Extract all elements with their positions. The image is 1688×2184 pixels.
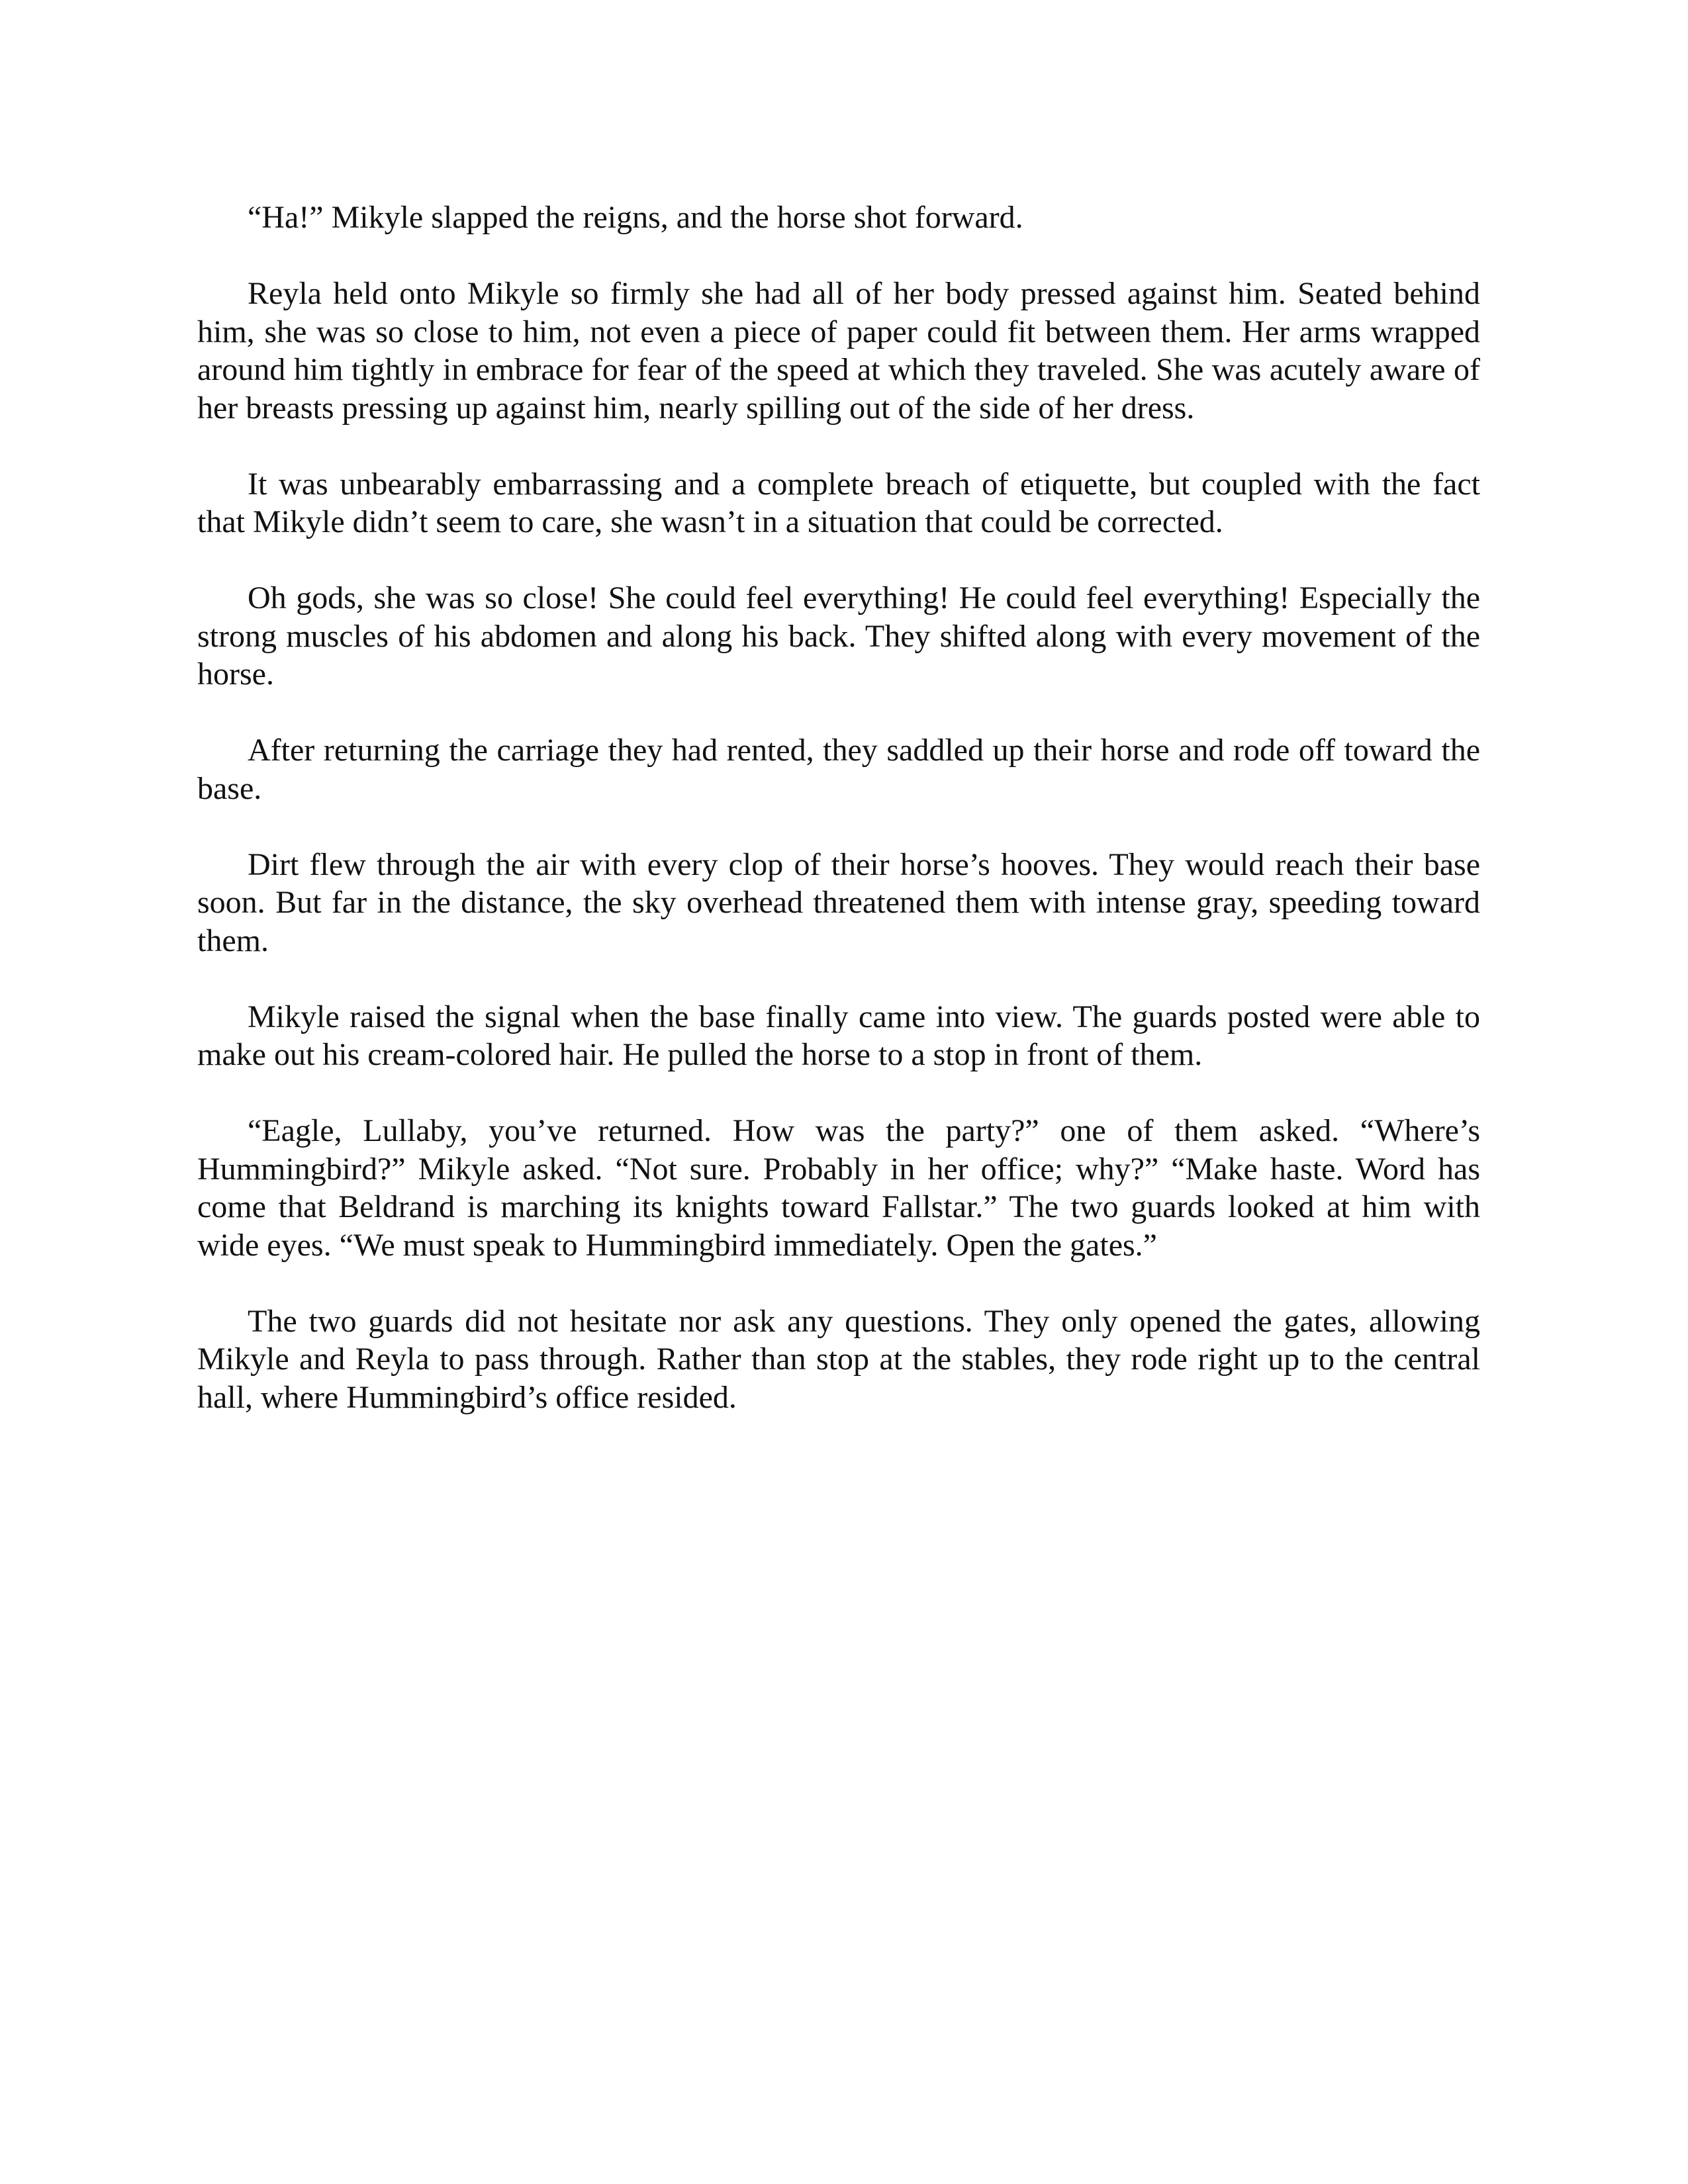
paragraph-5: After returning the carriage they had rented, they saddled up their horse and rode off toward the base. (197, 733, 1480, 806)
paragraph-2: Reyla held onto Mikyle so firmly she had all of her body pressed against him. Seated behind him, she was so close to him, not even a piece of paper could fit between them. Her arms wrapped around him tightly in embrace for fear of the speed at which they traveled. She was acutely aware of her breasts pressing up against him, nearly spilling out of the side of her dress. (197, 276, 1480, 426)
paragraph-1: “Ha!” Mikyle slapped the reigns, and the horse shot forward. (248, 200, 1023, 235)
paragraph-7: Mikyle raised the signal when the base finally came into view. The guards posted were able to make out his cream-colored hair. He pulled the horse to a stop in front of them. (197, 999, 1480, 1072)
paragraph-9: The two guards did not hesitate nor ask any questions. They only opened the gates, allowing Mikyle and Reyla to pass through. Rather than stop at the stables, they rode right up to the central hall, where Hummingbird’s office resided. (197, 1303, 1480, 1415)
body-text (197, 199, 1480, 1416)
paragraph-8: “Eagle, Lullaby, you’ve returned. How was the party?” one of them asked. “Where’s Hummingbird?” Mikyle asked. “Not sure. Probably in her office; why?” “Make haste. Word has come that Beldrand is marching its knights toward Fallstar.” The two guards looked at him with wide eyes. “We must speak to Hummingbird immediately. Open the gates.” (197, 1113, 1480, 1263)
paragraph-6: Dirt flew through the air with every clop of their horse’s hooves. They would reach their base soon. But far in the distance, the sky overhead threatened them with intense gray, speeding toward them. (197, 846, 1480, 958)
paragraph-4: Oh gods, she was so close! She could feel everything! He could feel everything! Especially the strong muscles of his abdomen and along his back. They shifted along with every movement of the horse. (197, 580, 1480, 692)
paragraph-3: It was unbearably embarrassing and a complete breach of etiquette, but coupled with the fact that Mikyle didn’t seem to care, she wasn’t in a situation that could be corrected. (197, 466, 1480, 539)
